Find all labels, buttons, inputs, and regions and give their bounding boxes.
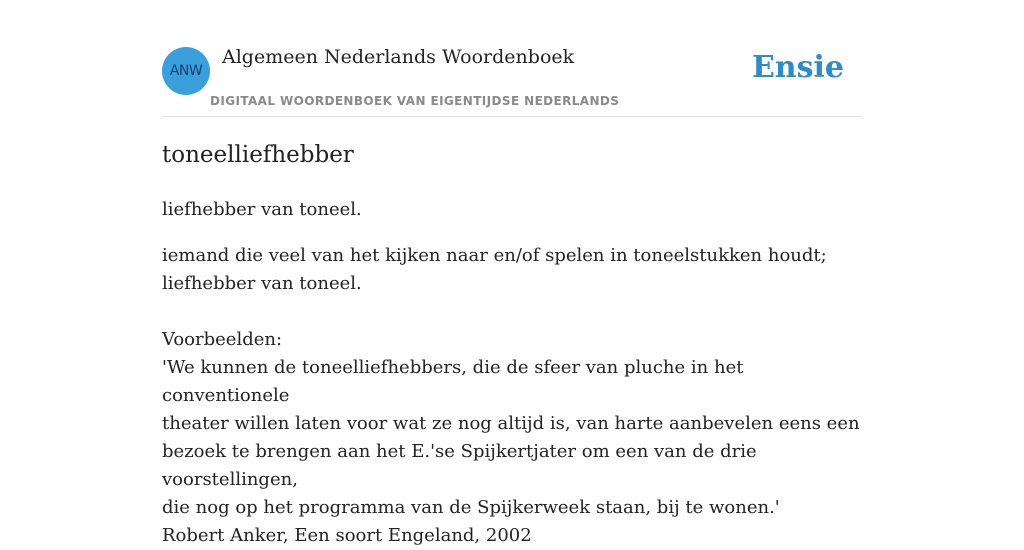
long-definition-line-1: iemand die veel van het kijken naar en/of spelen in toneelstukken houdt;	[162, 245, 827, 266]
ensie-brand-logo[interactable]: Ensie	[751, 50, 844, 85]
long-definition-line-2: liefhebber van toneel.	[162, 273, 362, 294]
anw-logo-icon[interactable]	[162, 47, 210, 95]
entry-word: toneelliefhebber	[162, 142, 354, 168]
example-line: bezoek te brengen aan het E.'se Spijkertjater om een van de drie voorstellingen,	[162, 441, 757, 490]
entry-content	[162, 138, 862, 550]
site-subtitle: DIGITAAL WOORDENBOEK VAN EIGENTIJDSE NEDERLANDS	[210, 94, 620, 108]
site-title[interactable]: Algemeen Nederlands Woordenboek	[222, 46, 575, 68]
example-line: die nog op het programma van de Spijkerweek staan, bij te wonen.'	[162, 497, 780, 518]
example-line: theater willen laten voor wat ze nog altijd is, van harte aanbevelen eens een	[162, 413, 860, 434]
examples-label: Voorbeelden:	[162, 329, 283, 350]
logo-text: ANW	[169, 63, 203, 79]
example-source: Robert Anker, Een soort Engeland, 2002	[162, 525, 532, 546]
long-definition	[162, 242, 862, 298]
examples-block	[162, 326, 862, 550]
example-line: 'We kunnen de toneelliefhebbers, die de sfeer van pluche in het conventionele	[162, 357, 744, 406]
short-definition: liefhebber van toneel.	[162, 199, 362, 220]
site-header	[162, 44, 862, 117]
